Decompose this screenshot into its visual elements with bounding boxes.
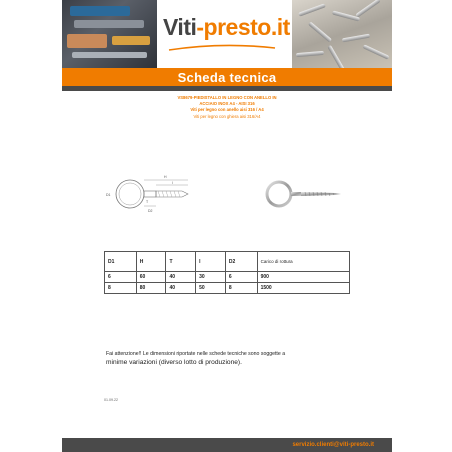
table-cell: 50 (196, 283, 226, 294)
table-header-row (105, 252, 350, 272)
title-underline (62, 86, 392, 91)
disclaimer-note (106, 350, 366, 367)
table-cell: 6 (225, 272, 257, 283)
header-banner (62, 0, 392, 68)
spec-table (104, 251, 350, 294)
logo-swoosh-icon (167, 44, 277, 52)
table-cell: 60 (136, 272, 166, 283)
product-subtitle-1: Viti per legno con anello aisi 316 / A4 (190, 107, 264, 113)
tools-photo (62, 0, 157, 68)
table-cell: 40 (166, 283, 196, 294)
table-header-cell: D1 (105, 252, 137, 272)
table-header-cell: Carico di rottura (257, 252, 349, 272)
note-line-1: Fai attenzione!! Le dimensioni riportate nelle schede tecniche sono soggette a (106, 351, 286, 357)
label-l: l (172, 181, 173, 185)
product-code: VS8679-PIEDISTALLO IN LEGNO CON ANELLO IN (177, 95, 277, 100)
product-material: ACCIAIO INOX A4 - AISI 316 (199, 101, 255, 107)
product-subtitle-2: Viti per legno con ghiera aisi 316/A4 (193, 113, 261, 119)
contact-email[interactable]: servizio.clienti@viti-presto.it (292, 442, 374, 448)
footer-bar (62, 438, 392, 452)
datasheet-page (62, 0, 392, 452)
title-bar (62, 68, 392, 86)
brand-logo: Viti-presto.it (163, 14, 290, 40)
table-header-cell: D2 (225, 252, 257, 272)
label-t: T (146, 200, 149, 204)
table-cell: 1500 (257, 283, 349, 294)
table-cell: 80 (136, 283, 166, 294)
technical-drawing (102, 170, 212, 220)
table-header-cell: H (136, 252, 166, 272)
label-d2: D2 (148, 209, 153, 213)
table-cell: 8 (105, 283, 137, 294)
product-description (62, 95, 392, 120)
note-line-2: minime variazioni (diverso lotto di produzione). (106, 359, 242, 366)
label-d1: D1 (106, 193, 111, 197)
logo-area (157, 0, 292, 68)
table-row (105, 272, 350, 283)
table-cell: 900 (257, 272, 349, 283)
table-row (105, 283, 350, 294)
table-header-cell: T (166, 252, 196, 272)
screws-photo (292, 0, 392, 68)
table-cell: 30 (196, 272, 226, 283)
table-cell: 8 (225, 283, 257, 294)
table-cell: 6 (105, 272, 137, 283)
table-header-cell: l (196, 252, 226, 272)
label-h: H (164, 175, 167, 179)
product-photo (257, 172, 347, 222)
document-code: 01.09.22 (104, 398, 118, 402)
table-cell: 40 (166, 272, 196, 283)
page-title: Scheda tecnica (177, 69, 277, 85)
